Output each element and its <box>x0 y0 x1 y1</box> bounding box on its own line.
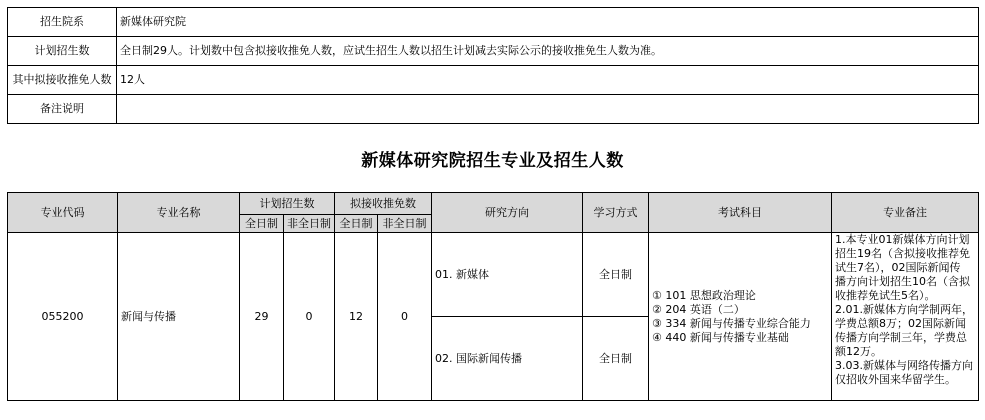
exam-subject-item: ④ 440 新闻与传播专业基础 <box>652 330 789 344</box>
major-code: 055200 <box>8 233 118 401</box>
col-header-plan-full: 全日制 <box>240 215 284 233</box>
col-header-name: 专业名称 <box>118 193 240 233</box>
direction-name: 02. 国际新闻传播 <box>432 317 583 401</box>
study-mode: 全日制 <box>583 317 649 401</box>
study-mode: 全日制 <box>583 233 649 317</box>
table-row <box>8 233 979 317</box>
col-header-tm-part: 非全日制 <box>378 215 432 233</box>
remark-line: 1.本专业01新媒体方向计划 <box>835 233 970 246</box>
info-label: 其中拟接收推免人数 <box>8 66 117 95</box>
info-row-tuimian <box>8 66 979 95</box>
remark-line: 仅招收外国来华留学生。 <box>835 373 956 386</box>
col-header-subjects: 考试科目 <box>649 193 832 233</box>
major-name: 新闻与传播 <box>118 233 240 401</box>
info-value: 新媒体研究院 <box>117 8 979 37</box>
info-label: 备注说明 <box>8 95 117 124</box>
info-value <box>117 95 979 124</box>
remark-line: 3.03.新媒体与网络传播方向 <box>835 359 973 372</box>
info-label: 招生院系 <box>8 8 117 37</box>
info-row-note <box>8 95 979 124</box>
exam-subjects <box>649 233 832 401</box>
tuimian-full-count: 12 <box>335 233 378 401</box>
major-remark <box>832 233 979 401</box>
info-value: 全日制29人。计划数中包含拟接收推免人数，应试生招生人数以招生计划减去实际公示的接收推免生人数为准。 <box>117 37 979 66</box>
remark-line: 试生7名），02国际新闻传 <box>835 261 961 274</box>
col-header-plan: 计划招生数 <box>240 193 335 215</box>
direction-name: 01. 新媒体 <box>432 233 583 317</box>
info-table <box>7 7 979 124</box>
remark-line: 收推荐免试生5名）。 <box>835 289 936 302</box>
remark-line: 播方向计划招生10名（含拟 <box>835 275 970 288</box>
col-header-tm-full: 全日制 <box>335 215 378 233</box>
col-header-direction: 研究方向 <box>432 193 583 233</box>
exam-subject-item: ① 101 思想政治理论 <box>652 288 756 302</box>
col-header-code: 专业代码 <box>8 193 118 233</box>
tuimian-part-count: 0 <box>378 233 432 401</box>
plan-part-count: 0 <box>284 233 335 401</box>
page-title: 新媒体研究院招生专业及招生人数 <box>361 151 624 171</box>
plan-full-count: 29 <box>240 233 284 401</box>
col-header-plan-part: 非全日制 <box>284 215 335 233</box>
info-row-plan <box>8 37 979 66</box>
exam-subject-item: ③ 334 新闻与传播专业综合能力 <box>652 316 811 330</box>
col-header-tuimian: 拟接收推免数 <box>335 193 432 215</box>
col-header-remark: 专业备注 <box>832 193 979 233</box>
info-row-dept <box>8 8 979 37</box>
remark-line: 学费总额8万；02国际新闻 <box>835 317 966 330</box>
info-label: 计划招生数 <box>8 37 117 66</box>
remark-line: 额12万。 <box>835 345 882 358</box>
exam-subject-item: ② 204 英语（二） <box>652 302 745 316</box>
remark-line: 2.01.新媒体方向学制两年， <box>835 303 973 316</box>
col-header-mode: 学习方式 <box>583 193 649 233</box>
remark-line: 传播方向学制三年，学费总 <box>835 331 967 344</box>
major-table <box>7 192 979 401</box>
remark-line: 招生19名（含拟接收推荐免 <box>835 247 970 260</box>
header-row <box>8 193 979 215</box>
info-value: 12人 <box>117 66 979 95</box>
